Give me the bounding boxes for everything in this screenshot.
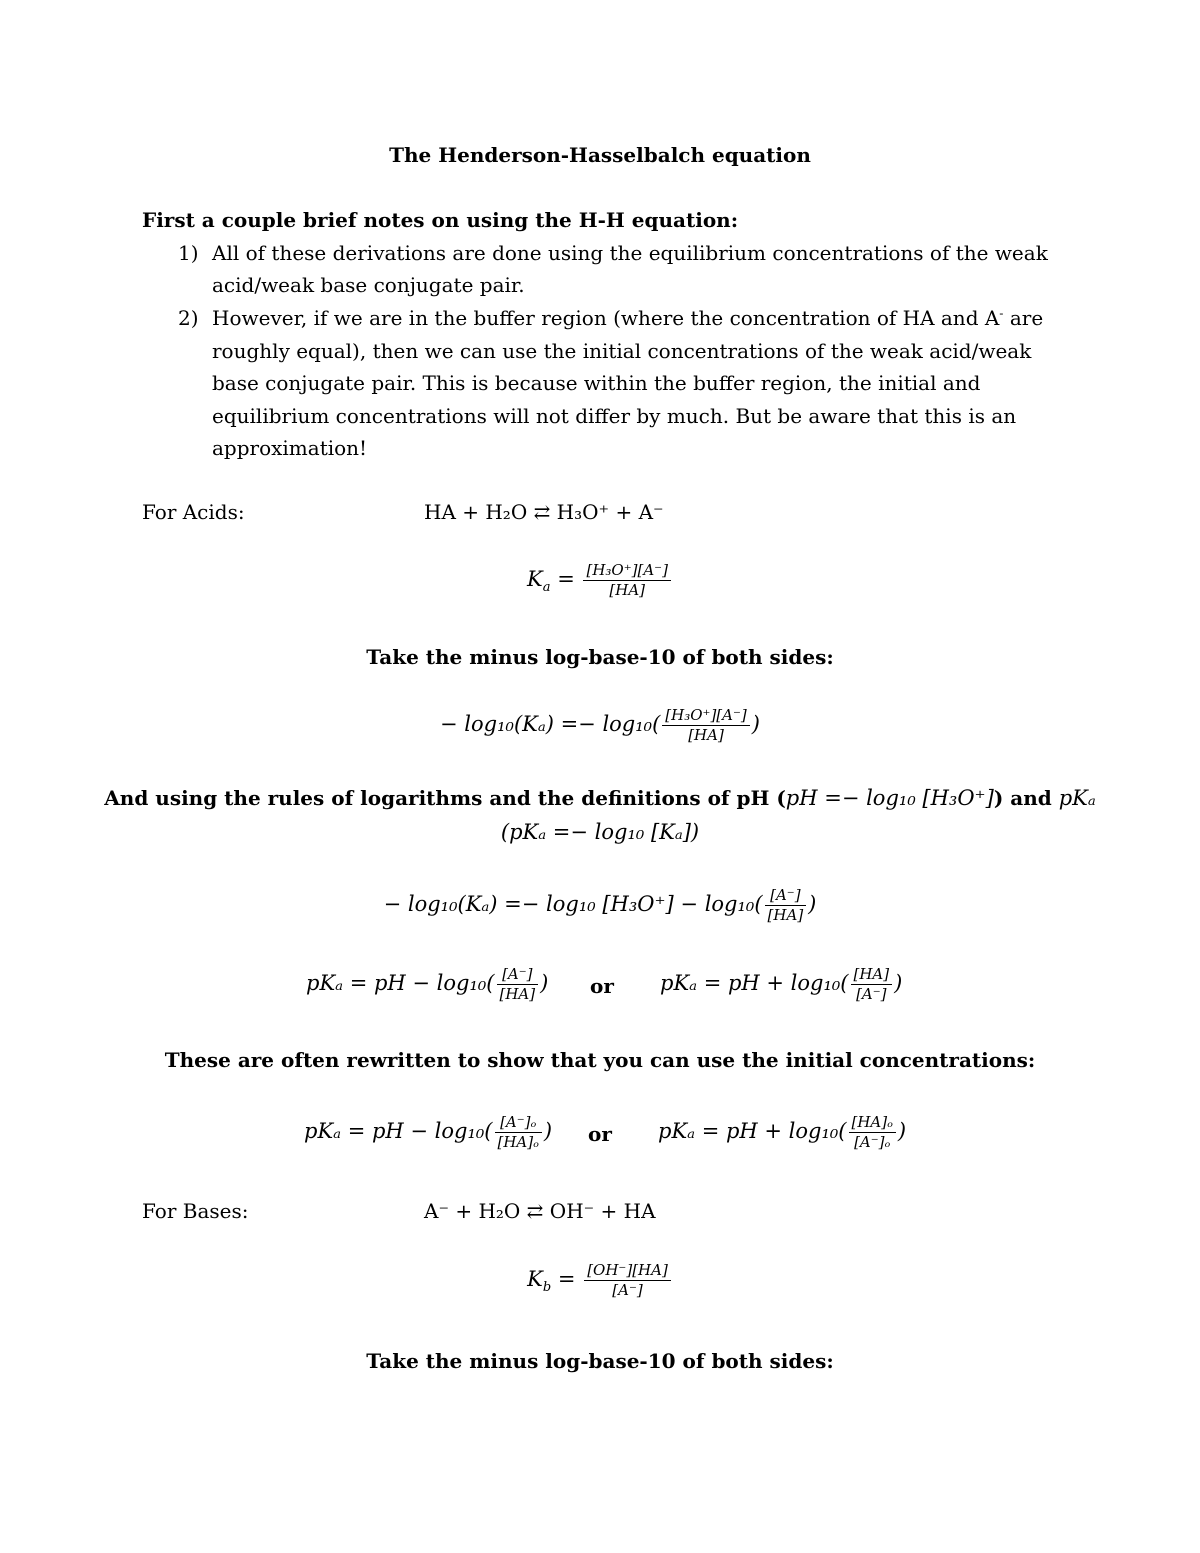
take-log-text-bases: Take the minus log-base-10 of both sides: bbox=[366, 1349, 834, 1373]
hh-equation-1: pKₐ = pH − log₁₀( $\frac{[A^-]}{[HA]}$ ) bbox=[306, 965, 549, 1003]
hh-equation-3: pKₐ = pH − log₁₀( $\frac{\text{[A⁻]ₒ}}{\text{[HA]ₒ}}$ ) bbox=[304, 1113, 553, 1151]
document-title: The Henderson-Hasselbalch equation bbox=[389, 143, 811, 167]
note-line: approximation! bbox=[212, 436, 368, 460]
kb-numerator: [OH⁻][HA] bbox=[584, 1262, 671, 1281]
bases-label: For Bases: bbox=[142, 1199, 249, 1223]
log-expression: − log₁₀(Kₐ) =− log₁₀( $\frac{\text{[H₃O⁺][A⁻]}}{[HA]}$ ) bbox=[440, 706, 760, 744]
superscript: - bbox=[999, 305, 1004, 321]
note-line: acid/weak base conjugate pair. bbox=[212, 273, 525, 297]
ka-fraction bbox=[583, 562, 670, 599]
hh3-fraction: $\frac{\text{[A⁻]ₒ}}{\text{[HA]ₒ}}$ bbox=[495, 1114, 542, 1151]
take-log-text: Take the minus log-base-10 of both sides: bbox=[366, 645, 834, 669]
note-line: base conjugate pair. This is because within the buffer region, the initial and bbox=[212, 371, 981, 395]
expanded-fraction: $\frac{[A^-]}{[HA]}$ bbox=[765, 887, 807, 924]
pka-definition: (pKₐ =− log₁₀ [Kₐ]) bbox=[500, 820, 700, 844]
or-label: or bbox=[588, 1122, 612, 1146]
hh4-fraction: $\frac{\text{[HA]ₒ}}{\text{[A⁻]ₒ}}$ bbox=[849, 1114, 896, 1151]
log-fraction: $\frac{\text{[H₃O⁺][A⁻]}}{[HA]}$ bbox=[662, 707, 749, 744]
note-line: equilibrium concentrations will not differ by much. But be aware that this is an bbox=[212, 404, 1017, 428]
ka-numerator: [H₃O⁺][A⁻] bbox=[583, 562, 670, 581]
kb-expression bbox=[0, 1262, 1200, 1299]
kb-denominator: [A⁻] bbox=[612, 1281, 643, 1299]
hh2-fraction: $\frac{[HA]}{[A^-]}$ bbox=[851, 966, 893, 1003]
or-label: or bbox=[590, 974, 614, 998]
ka-expression bbox=[0, 562, 1200, 599]
hh1-fraction: $\frac{[A^-]}{[HA]}$ bbox=[497, 966, 539, 1003]
kb-symbol: $K_b$ bbox=[527, 1267, 552, 1296]
note-line: All of these derivations are done using the equilibrium concentrations of the weak bbox=[212, 241, 1048, 265]
expanded-expression: − log₁₀(Kₐ) =− log₁₀ [H₃O⁺] − log₁₀( $\frac{[A^-]}{[HA]}$ ) bbox=[383, 886, 817, 924]
note-text: are bbox=[1003, 306, 1044, 330]
note-text: However, if we are in the buffer region (where the concentration of HA and A bbox=[212, 306, 1000, 330]
ka-symbol: $K_a$ bbox=[527, 567, 551, 596]
kb-fraction bbox=[584, 1262, 671, 1299]
note-line: roughly equal), then we can use the initial concentrations of the weak acid/weak bbox=[212, 339, 1032, 363]
note-number: 2) bbox=[178, 306, 199, 330]
ph-definition: pH =− log₁₀ [H₃O⁺] bbox=[785, 786, 994, 810]
acids-label: For Acids: bbox=[142, 500, 245, 524]
pka-symbol: pKₐ bbox=[1058, 786, 1096, 810]
notes-heading: First a couple brief notes on using the H-H equation: bbox=[142, 208, 739, 232]
note-number: 1) bbox=[178, 241, 199, 265]
hh-equation-2: pKₐ = pH + log₁₀( $\frac{[HA]}{[A^-]}$ ) bbox=[660, 965, 903, 1003]
base-reaction: A⁻ + H₂O ⇄ OH⁻ + HA bbox=[424, 1199, 656, 1223]
equals-sign: = bbox=[557, 1267, 576, 1291]
rules-text-line-1: And using the rules of logarithms and the definitions of pH (pH =− log₁₀ [H₃O⁺]) and pKₐ bbox=[104, 786, 1096, 810]
ka-denominator: [HA] bbox=[609, 581, 646, 599]
equals-sign: = bbox=[557, 567, 575, 591]
note-line bbox=[212, 306, 1043, 330]
rewritten-text: These are often rewritten to show that you can use the initial concentrations: bbox=[164, 1048, 1036, 1072]
acid-reaction: HA + H₂O ⇄ H₃O⁺ + A⁻ bbox=[424, 500, 664, 524]
hh-equation-4: pKₐ = pH + log₁₀( $\frac{\text{[HA]ₒ}}{\text{[A⁻]ₒ}}$ ) bbox=[658, 1113, 907, 1151]
